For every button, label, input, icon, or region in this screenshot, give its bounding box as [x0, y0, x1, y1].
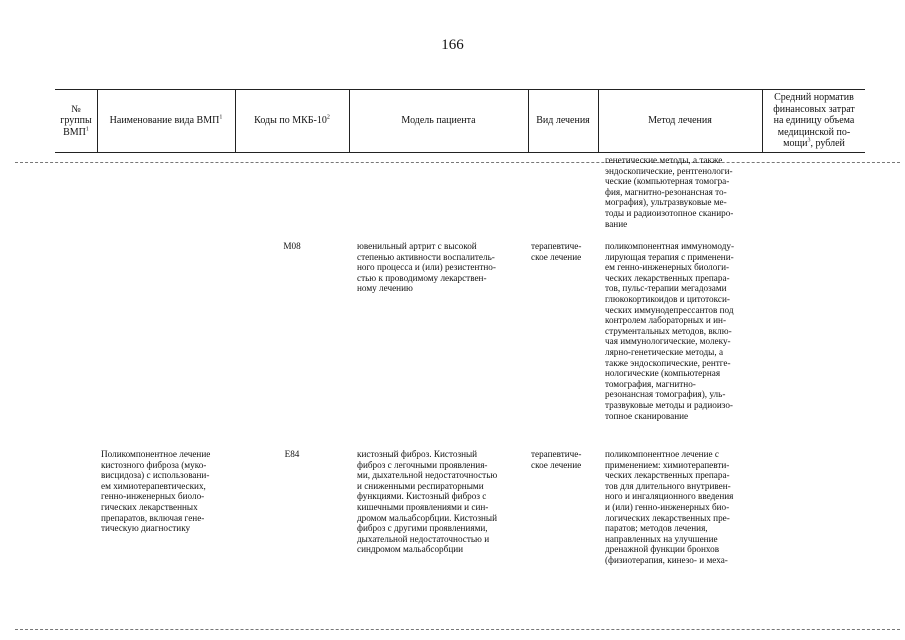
header-col-cost-norm: Средний норматив финансовых затрат на единицу объема медицинской по- мощи$^3$, рублей: [773, 92, 855, 150]
header-col-number: № группы ВМП$^1$: [60, 103, 92, 138]
page-number: 166: [441, 37, 464, 53]
header-col-treatment-type: Вид лечения: [536, 115, 590, 127]
method-cell: генетические методы, а также эндоскопические, рентгенологи- ческие (компьютерная томогра- фия, магнитно-резонансная то- мография), ультразвуковые ме- тоды и радиоизотопное сканиро- вание: [605, 155, 734, 229]
method-cell: поликомпонентная иммуномоду- лирующая терапия с применени- ем генно-инженерных биологи- ческих лекарственных препара- тов, пульс-терапии мегадозами глюкокортикоидов и цитотокси- ческих иммунодепрессантов под контролем лабораторных и ин- струментальных методов, вклю- чая иммунологические, молеку- лярно-генетические методы, а также эндоскопические, рентге- нологические (компьютерная томография, магнитно- резонансная томография), уль- тразвуковые методы и радиоизо- топное сканирование: [605, 241, 735, 421]
code-cell: M08: [283, 241, 301, 251]
treatment-type-cell: терапевтиче- ское лечение: [531, 241, 582, 262]
patient-model-cell: ювенильный артрит с высокой степенью активности воспалитель- ного процесса и (или) резистентно- стью к проводимому лекарствен- ному лечению: [357, 241, 496, 294]
header-col-model: Модель пациента: [401, 115, 476, 127]
header-col-name: Наименование вида ВМП$^1$: [109, 114, 223, 127]
treatment-type-cell: терапевтиче- ское лечение: [531, 449, 582, 470]
header-bottom-border: [55, 152, 865, 153]
page-fold-line: [15, 162, 900, 163]
vmp-type-name-cell: Поликомпонентное лечение кистозного фиброза (муко- висцидоза) с использовани- ем химиотерапевтических, генно-инженерных биоло- гических лекарственных препаратов, включая гене- тическую диагностику: [101, 449, 211, 534]
code-cell: E84: [284, 449, 300, 459]
page-fold-line: [15, 629, 900, 630]
patient-model-cell: кистозный фиброз. Кистозный фиброз с легочными проявления- ми, дыхательной недостаточностью и сниженными респираторными функциями. Кистозный фиброз с кишечными проявлениями и син- дромом мальабсорбции. Кистозный фиброз с другими проявлениями, дыхательной недостаточностью и синдромом мальабсорбции: [357, 449, 498, 555]
header-col-method: Метод лечения: [648, 115, 712, 127]
method-cell: поликомпонентное лечение с применением: химиотерапевти- ческих лекарственных препара- тов для длительного внутривен- ного и ингаляционного введения и (или) генно-инженерных био- логических лекарственных пре- паратов; методов лечения, направленных на улучшение дренажной функции бронхов (физиотерапия, кинезо- и меха-: [605, 449, 734, 565]
header-col-codes: Коды по МКБ-$10^2$: [254, 114, 330, 127]
